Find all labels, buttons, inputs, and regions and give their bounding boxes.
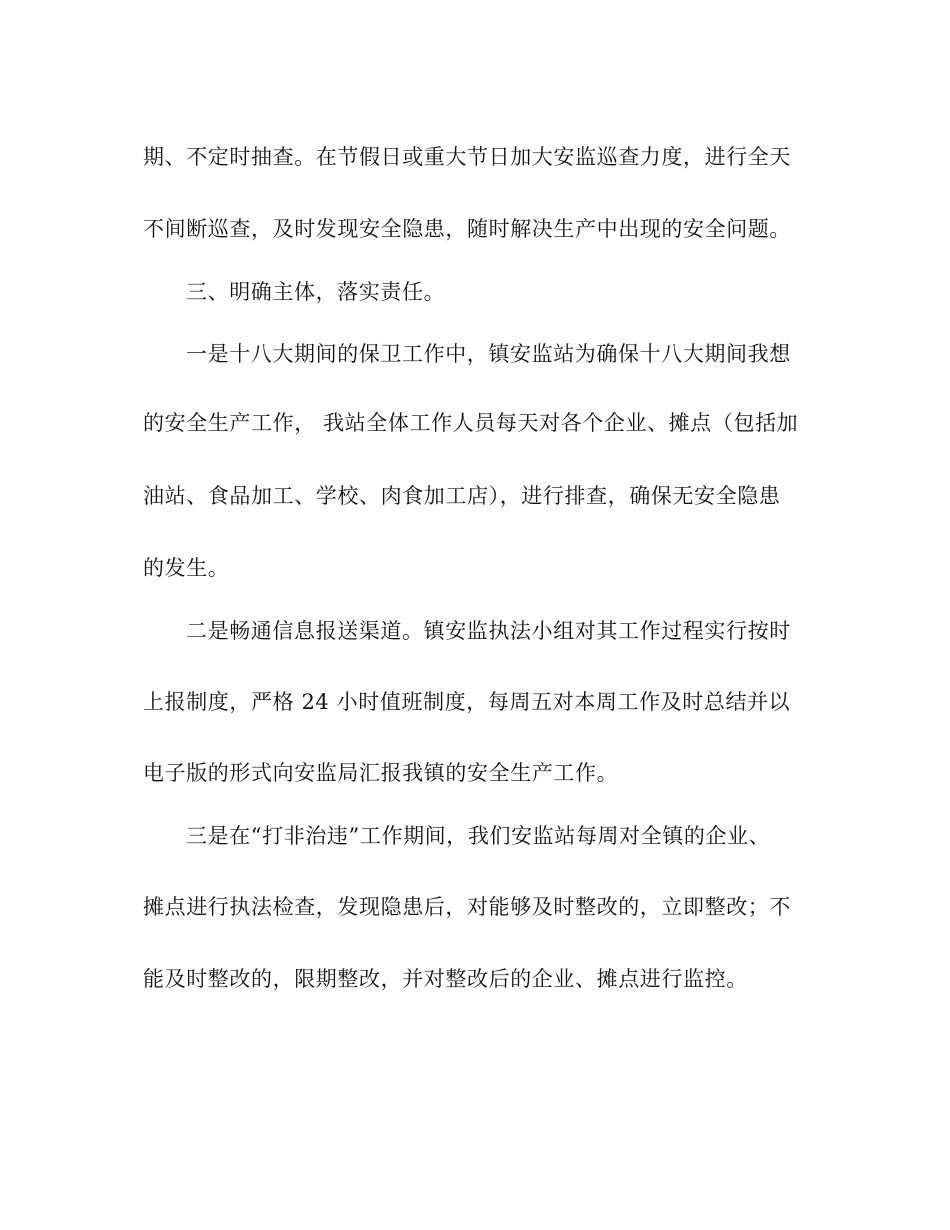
paragraph-line: 的发生。 xyxy=(143,556,230,580)
paragraph-line: 摊点进行执法检查，发现隐患后，对能够及时整改的，立即整改；不 xyxy=(143,895,791,919)
section-heading: 三、明确主体，落实责任。 xyxy=(186,280,446,304)
paragraph-line: 油站、食品加工、学校、肉食加工店），进行排查，确保无安全隐患 xyxy=(143,484,781,508)
paragraph-line: 不间断巡查，及时发现安全隐患，随时解决生产中出现的安全问题。 xyxy=(143,217,791,241)
paragraph-line: 三是在“打非治违”工作期间，我们安监站每周对全镇的企业、 xyxy=(186,824,771,848)
paragraph-line: 的安全生产工作， 我站全体工作人员每天对各个企业、摊点（包括加 xyxy=(143,411,799,435)
paragraph-line: 上报制度，严格 24 小时值班制度，每周五对本周工作及时总结并以 xyxy=(143,690,791,714)
paragraph-line: 电子版的形式向安监局汇报我镇的安全生产工作。 xyxy=(143,761,619,785)
paragraph-line: 二是畅通信息报送渠道。镇安监执法小组对其工作过程实行按时 xyxy=(186,619,791,643)
paragraph-line: 能及时整改的，限期整改，并对整改后的企业、摊点进行监控。 xyxy=(143,967,748,991)
paragraph-line: 期、不定时抽查。在节假日或重大节日加大安监巡查力度，进行全天 xyxy=(143,145,791,169)
paragraph-line: 一是十八大期间的保卫工作中，镇安监站为确保十八大期间我想 xyxy=(186,342,791,366)
